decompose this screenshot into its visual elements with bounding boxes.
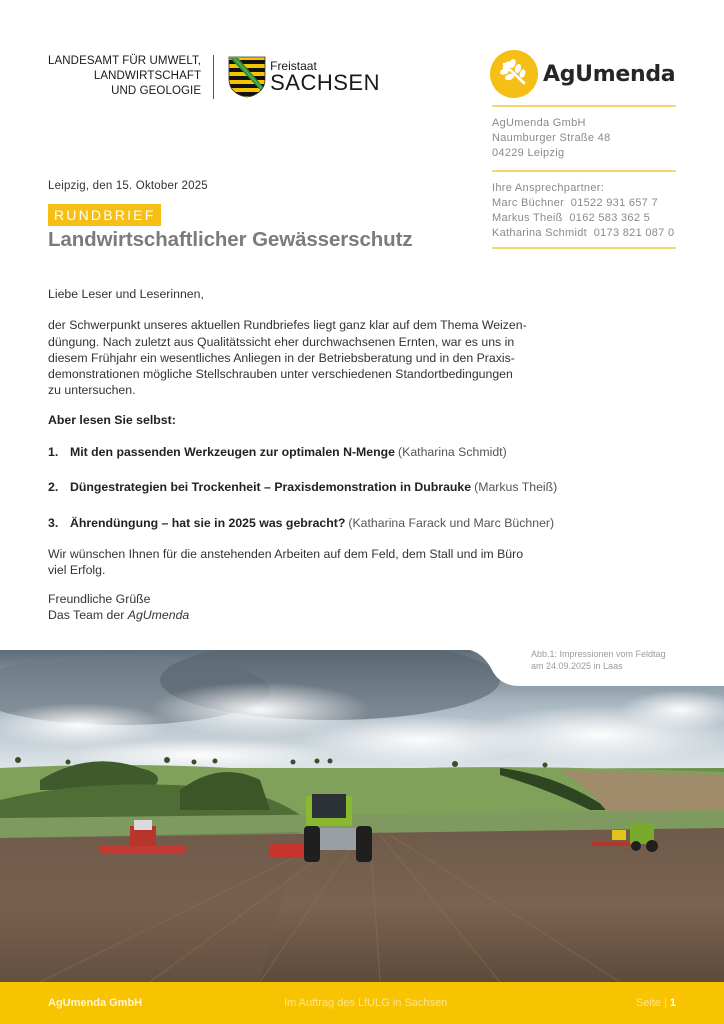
address-company: AgUmenda GmbH bbox=[492, 117, 586, 129]
company-address bbox=[492, 116, 611, 161]
letter-date: Leipzig, den 15. Oktober 2025 bbox=[48, 180, 208, 192]
agumenda-logo bbox=[490, 50, 675, 98]
article-author: (Markus Theiß) bbox=[474, 480, 558, 495]
contact-row bbox=[492, 211, 674, 226]
address-middle-rule bbox=[492, 170, 676, 172]
article-item bbox=[48, 515, 568, 531]
intro-line: der Schwerpunkt unseres aktuellen Rundbriefes liegt ganz klar auf dem Thema Weizen- bbox=[48, 318, 527, 333]
article-list bbox=[48, 444, 568, 531]
rundbrief-badge: RUNDBRIEF bbox=[48, 204, 161, 226]
intro-line: demonstrationen mögliche Stellschrauben unter verschiedenen Standortbedingungen bbox=[48, 367, 513, 382]
footer-page-label: Seite | bbox=[635, 997, 670, 1009]
contact-row bbox=[492, 226, 674, 241]
caption-line-2: am 24.09.2025 in Laas bbox=[531, 661, 623, 671]
figure-caption bbox=[531, 648, 666, 672]
closing bbox=[48, 591, 568, 624]
address-top-rule bbox=[492, 105, 676, 107]
footer-page-indicator bbox=[636, 997, 676, 1009]
footer-company: AgUmenda GmbH bbox=[48, 997, 143, 1009]
article-title: Düngestrategien bei Trockenheit – Praxisdemonstration in Dubrauke bbox=[70, 480, 472, 495]
article-item bbox=[48, 479, 568, 495]
contacts-label: Ihre Ansprechpartner: bbox=[492, 182, 605, 194]
contact-row bbox=[492, 196, 674, 211]
sachsen-wordmark bbox=[270, 60, 380, 94]
address-bottom-rule bbox=[492, 247, 676, 249]
field-photo-illustration bbox=[0, 650, 724, 982]
article-number: 1. bbox=[48, 445, 59, 460]
page-title: Landwirtschaftlicher Gewässerschutz bbox=[48, 228, 413, 251]
contact-phone: 01522 931 657 7 bbox=[570, 197, 658, 209]
article-number: 2. bbox=[48, 480, 59, 495]
intro-line: zu untersuchen. bbox=[48, 383, 136, 398]
sachsen-small: Freistaat bbox=[270, 58, 317, 73]
footer-commission: Im Auftrag des LfULG in Sachsen bbox=[284, 997, 448, 1009]
article-title: Mit den passenden Werkzeugen zur optimalen N-Menge bbox=[70, 445, 396, 460]
contact-phone: 0173 821 087 0 bbox=[593, 227, 675, 239]
field-day-photo bbox=[0, 650, 724, 982]
article-item bbox=[48, 444, 568, 460]
agumenda-wordmark: AgUmenda bbox=[543, 61, 676, 87]
lfulg-logo bbox=[48, 54, 380, 99]
article-title: Ährendüngung – hat sie in 2025 was gebracht? bbox=[70, 515, 346, 530]
intro-paragraph bbox=[48, 317, 568, 398]
signature-prefix: Das Team der bbox=[48, 607, 128, 622]
contact-persons bbox=[492, 181, 674, 241]
contact-name: Marc Büchner bbox=[492, 197, 565, 209]
agumenda-logo-circle bbox=[490, 50, 538, 98]
lfulg-line-1: LANDESAMT FÜR UMWELT, bbox=[48, 55, 202, 67]
caption-line-1: Abb.1: Impressionen vom Feldtag bbox=[531, 649, 666, 659]
read-heading: Aber lesen Sie selbst: bbox=[48, 412, 176, 427]
wish-paragraph bbox=[48, 546, 568, 579]
lfulg-line-2: LANDWIRTSCHAFT bbox=[93, 70, 202, 82]
saxony-coat-of-arms-icon bbox=[228, 56, 266, 98]
contact-name: Markus Theiß bbox=[492, 212, 563, 224]
sachsen-big: SACHSEN bbox=[270, 69, 380, 95]
wish-line: Wir wünschen Ihnen für die anstehenden Arbeiten auf dem Feld, dem Stall und im Büro bbox=[48, 546, 524, 561]
contact-phone: 0162 583 362 5 bbox=[569, 212, 651, 224]
article-number: 3. bbox=[48, 515, 59, 530]
intro-line: diesem Frühjahr ein wesentliches Anliegen in der Betriebsberatung und in den Praxis- bbox=[48, 350, 515, 365]
salutation: Liebe Leser und Leserinnen, bbox=[48, 287, 204, 301]
signature-name: AgUmenda bbox=[127, 607, 190, 622]
letter-body bbox=[48, 286, 568, 634]
article-author: (Katharina Schmidt) bbox=[398, 445, 507, 460]
lfulg-line-3: UND GEOLOGIE bbox=[111, 85, 202, 97]
wish-line: viel Erfolg. bbox=[48, 563, 106, 578]
address-street: Naumburger Straße 48 bbox=[492, 132, 611, 144]
wheat-icon bbox=[490, 50, 538, 98]
page-footer bbox=[0, 982, 724, 1024]
article-author: (Katharina Farack und Marc Büchner) bbox=[348, 515, 555, 530]
intro-line: düngung. Nach zuletzt aus Qualitätssicht eher durchwachsenen Ernten, war es uns in bbox=[48, 334, 515, 349]
logo-divider bbox=[213, 55, 214, 99]
contact-name: Katharina Schmidt bbox=[492, 227, 587, 239]
footer-page-number: 1 bbox=[669, 997, 676, 1009]
address-city: 04229 Leipzig bbox=[492, 147, 565, 159]
closing-greeting: Freundliche Grüße bbox=[48, 591, 151, 606]
lfulg-wordmark bbox=[48, 54, 201, 99]
